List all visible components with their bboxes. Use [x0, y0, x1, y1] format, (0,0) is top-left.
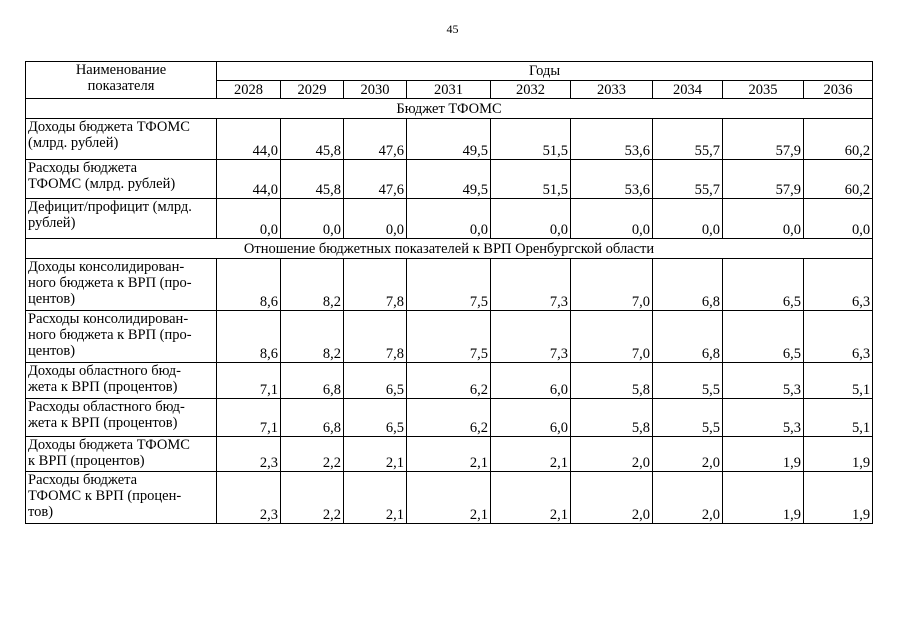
value-cell: 6,3 — [804, 259, 873, 311]
table-body — [26, 99, 873, 524]
table-row — [26, 311, 873, 363]
value-cell: 2,1 — [344, 437, 407, 472]
years-header: Годы — [217, 62, 873, 81]
value-cell: 6,5 — [723, 259, 804, 311]
value-cell: 5,1 — [804, 363, 873, 399]
value-cell: 0,0 — [217, 199, 281, 239]
value-cell: 7,8 — [344, 311, 407, 363]
value-cell: 57,9 — [723, 119, 804, 160]
value-cell: 7,8 — [344, 259, 407, 311]
value-cell: 5,8 — [571, 399, 653, 437]
section-title: Отношение бюджетных показателей к ВРП Оренбургской области — [26, 239, 873, 259]
section-row — [26, 239, 873, 259]
value-cell: 7,3 — [491, 311, 571, 363]
page-number: 45 — [446, 22, 459, 36]
indicator-label-line: (млрд. рублей) — [28, 135, 119, 151]
value-cell: 8,2 — [281, 311, 344, 363]
value-cell: 1,9 — [804, 437, 873, 472]
value-cell: 6,8 — [281, 399, 344, 437]
value-cell: 6,8 — [653, 259, 723, 311]
value-cell: 6,5 — [344, 363, 407, 399]
value-cell: 5,1 — [804, 399, 873, 437]
table-row — [26, 472, 873, 524]
value-cell: 6,5 — [344, 399, 407, 437]
value-cell: 45,8 — [281, 119, 344, 160]
value-cell: 0,0 — [723, 199, 804, 239]
table-row — [26, 437, 873, 472]
value-cell: 2,0 — [653, 437, 723, 472]
indicator-label-line: Расходы бюджета — [28, 472, 138, 488]
indicator-label-line: ТФОМС (млрд. рублей) — [28, 176, 176, 192]
value-cell: 44,0 — [217, 119, 281, 160]
value-cell: 7,0 — [571, 259, 653, 311]
value-cell: 2,2 — [281, 472, 344, 524]
indicator-label-line: Доходы консолидирован- — [28, 259, 185, 275]
indicator-label — [26, 399, 217, 437]
value-cell: 60,2 — [804, 160, 873, 199]
indicator-label-line: центов) — [28, 343, 76, 359]
indicator-label-line: центов) — [28, 291, 76, 307]
indicator-label — [26, 259, 217, 311]
indicator-label-line: к ВРП (процентов) — [28, 453, 145, 469]
value-cell: 5,5 — [653, 399, 723, 437]
value-cell: 6,8 — [281, 363, 344, 399]
value-cell: 2,1 — [344, 472, 407, 524]
value-cell: 0,0 — [344, 199, 407, 239]
indicator-label — [26, 199, 217, 239]
value-cell: 8,2 — [281, 259, 344, 311]
indicator-name-header-line2: показателя — [87, 78, 155, 94]
table-row — [26, 119, 873, 160]
value-cell: 5,8 — [571, 363, 653, 399]
indicator-label — [26, 119, 217, 160]
value-cell: 8,6 — [217, 311, 281, 363]
indicator-label-line: Расходы консолидирован- — [28, 311, 189, 327]
indicator-label-line: тов) — [28, 504, 54, 520]
year-header-2028: 2028 — [217, 81, 281, 99]
table-row — [26, 363, 873, 399]
indicator-name-header-line1: Наименование — [75, 62, 167, 78]
table-row — [26, 199, 873, 239]
value-cell: 7,5 — [407, 311, 491, 363]
value-cell: 0,0 — [407, 199, 491, 239]
value-cell: 0,0 — [804, 199, 873, 239]
value-cell: 60,2 — [804, 119, 873, 160]
value-cell: 6,2 — [407, 363, 491, 399]
value-cell: 5,5 — [653, 363, 723, 399]
value-cell: 45,8 — [281, 160, 344, 199]
value-cell: 44,0 — [217, 160, 281, 199]
value-cell: 2,0 — [571, 437, 653, 472]
value-cell: 1,9 — [723, 437, 804, 472]
budget-indicators-table — [25, 61, 873, 524]
indicator-label-line: ного бюджета к ВРП (про- — [28, 275, 192, 291]
value-cell: 0,0 — [491, 199, 571, 239]
value-cell: 2,1 — [491, 472, 571, 524]
value-cell: 6,0 — [491, 399, 571, 437]
value-cell: 53,6 — [571, 160, 653, 199]
indicator-label-line: жета к ВРП (процентов) — [28, 379, 178, 395]
value-cell: 53,6 — [571, 119, 653, 160]
value-cell: 2,0 — [571, 472, 653, 524]
value-cell: 47,6 — [344, 119, 407, 160]
value-cell: 2,1 — [491, 437, 571, 472]
indicator-label — [26, 437, 217, 472]
indicator-label-line: жета к ВРП (процентов) — [28, 415, 178, 431]
value-cell: 6,0 — [491, 363, 571, 399]
table-row — [26, 160, 873, 199]
indicator-label — [26, 472, 217, 524]
section-row — [26, 99, 873, 119]
value-cell: 49,5 — [407, 119, 491, 160]
value-cell: 2,1 — [407, 472, 491, 524]
value-cell: 7,0 — [571, 311, 653, 363]
indicator-label-line: рублей) — [28, 215, 76, 231]
value-cell: 2,2 — [281, 437, 344, 472]
value-cell: 7,1 — [217, 399, 281, 437]
year-header-2030: 2030 — [344, 81, 407, 99]
year-header-2035: 2035 — [723, 81, 804, 99]
indicator-name-header — [26, 62, 217, 99]
indicator-label — [26, 311, 217, 363]
value-cell: 55,7 — [653, 160, 723, 199]
value-cell: 2,3 — [217, 472, 281, 524]
table-row — [26, 259, 873, 311]
value-cell: 2,0 — [653, 472, 723, 524]
value-cell: 7,1 — [217, 363, 281, 399]
value-cell: 55,7 — [653, 119, 723, 160]
indicator-label-line: Доходы бюджета ТФОМС — [28, 437, 190, 453]
value-cell: 1,9 — [804, 472, 873, 524]
value-cell: 7,3 — [491, 259, 571, 311]
value-cell: 7,5 — [407, 259, 491, 311]
indicator-label-line: ного бюджета к ВРП (про- — [28, 327, 192, 343]
year-header-2033: 2033 — [571, 81, 653, 99]
value-cell: 51,5 — [491, 119, 571, 160]
value-cell: 2,3 — [217, 437, 281, 472]
table-row — [26, 399, 873, 437]
value-cell: 0,0 — [571, 199, 653, 239]
value-cell: 51,5 — [491, 160, 571, 199]
value-cell: 47,6 — [344, 160, 407, 199]
value-cell: 1,9 — [723, 472, 804, 524]
year-header-2032: 2032 — [491, 81, 571, 99]
indicator-label — [26, 363, 217, 399]
year-header-2036: 2036 — [804, 81, 873, 99]
indicator-label — [26, 160, 217, 199]
section-title: Бюджет ТФОМС — [26, 99, 873, 119]
indicator-label-line: ТФОМС к ВРП (процен- — [28, 488, 182, 504]
value-cell: 6,3 — [804, 311, 873, 363]
value-cell: 5,3 — [723, 363, 804, 399]
year-header-2034: 2034 — [653, 81, 723, 99]
value-cell: 57,9 — [723, 160, 804, 199]
indicator-label-line: Расходы областного бюд- — [28, 399, 185, 415]
value-cell: 8,6 — [217, 259, 281, 311]
value-cell: 2,1 — [407, 437, 491, 472]
indicator-label-line: Доходы областного бюд- — [28, 363, 181, 379]
indicator-label-line: Расходы бюджета — [28, 160, 138, 176]
indicator-label-line: Дефицит/профицит (млрд. — [28, 199, 192, 215]
indicator-label-line: Доходы бюджета ТФОМС — [28, 119, 190, 135]
year-header-2029: 2029 — [281, 81, 344, 99]
year-header-2031: 2031 — [407, 81, 491, 99]
value-cell: 0,0 — [653, 199, 723, 239]
value-cell: 5,3 — [723, 399, 804, 437]
value-cell: 6,8 — [653, 311, 723, 363]
value-cell: 0,0 — [281, 199, 344, 239]
value-cell: 6,2 — [407, 399, 491, 437]
value-cell: 6,5 — [723, 311, 804, 363]
value-cell: 49,5 — [407, 160, 491, 199]
